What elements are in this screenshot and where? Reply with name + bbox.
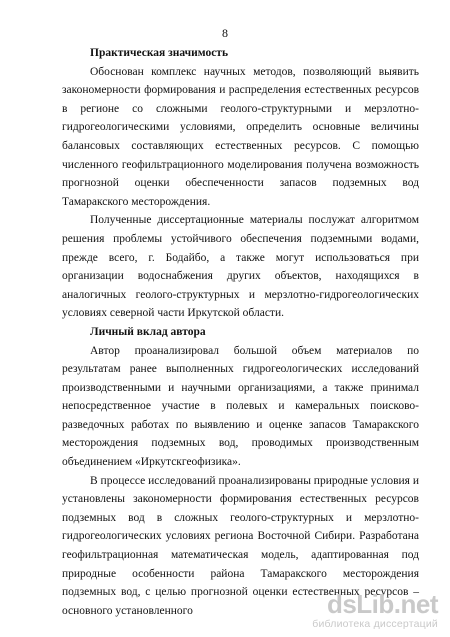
paragraph: Обоснован комплекс научных методов, позволяющий выявить закономерности формирования и распределения естественных ресурсов в регионе со сложными геолого-структурными и мерзлотно-гидрогеологическими условиями, определить основные величины балансовых составляющих естественных ресурсов. С помощью численного геофильтрационного моделирования получена возможность прогнозной оценки обеспеченности запасов подземных вод Тамаракского месторождения. [62, 65, 419, 208]
dslib-watermark [312, 588, 438, 630]
paragraph: В процессе исследований проанализированы природные условия и установлены закономерности формирования естественных ресурсов подземных вод в сложных геолого-структурных и мерзлотно-гидрогеологических условиях региона Восточной Сибири. Разработана геофильтрационная математическая модель, адаптированная под природные особенности района Тамаракского месторождения подземных вод, с целью прогнозной оценки естественных ресурсов – основного установленного [62, 474, 419, 617]
section-heading-personal-contribution: Личный вклад автора [90, 325, 206, 338]
paragraph: Полученные диссертационные материалы послужат алгоритмом решения проблемы устойчивого обеспечения подземными водами, прежде всего, г. Бодайбо, а также могут использоваться при организации водоснабжения других объектов, находящихся в аналогичных геолого-структурных и мерзлотно-гидрогеологических условиях северной части Иркутской области. [62, 214, 419, 320]
document-body [62, 44, 419, 620]
page-number: 8 [222, 26, 228, 40]
watermark-logo: dsLib.net [326, 588, 438, 619]
section-heading-practical-significance: Практическая значимость [90, 47, 229, 59]
watermark-subtitle: библиотека диссертаций [312, 617, 438, 630]
paragraph: Автор проанализировал большой объем материалов по результатам ранее выполненных гидрогеологических исследований производственными и научными организациями, а также принимал непосредственное участие в полевых и камеральных поисково-разведочных работах по выявлению и оценке запасов Тамаракского месторождения подземных вод, проводимых производственным объединением «Иркутскгеофизика». [62, 344, 419, 469]
